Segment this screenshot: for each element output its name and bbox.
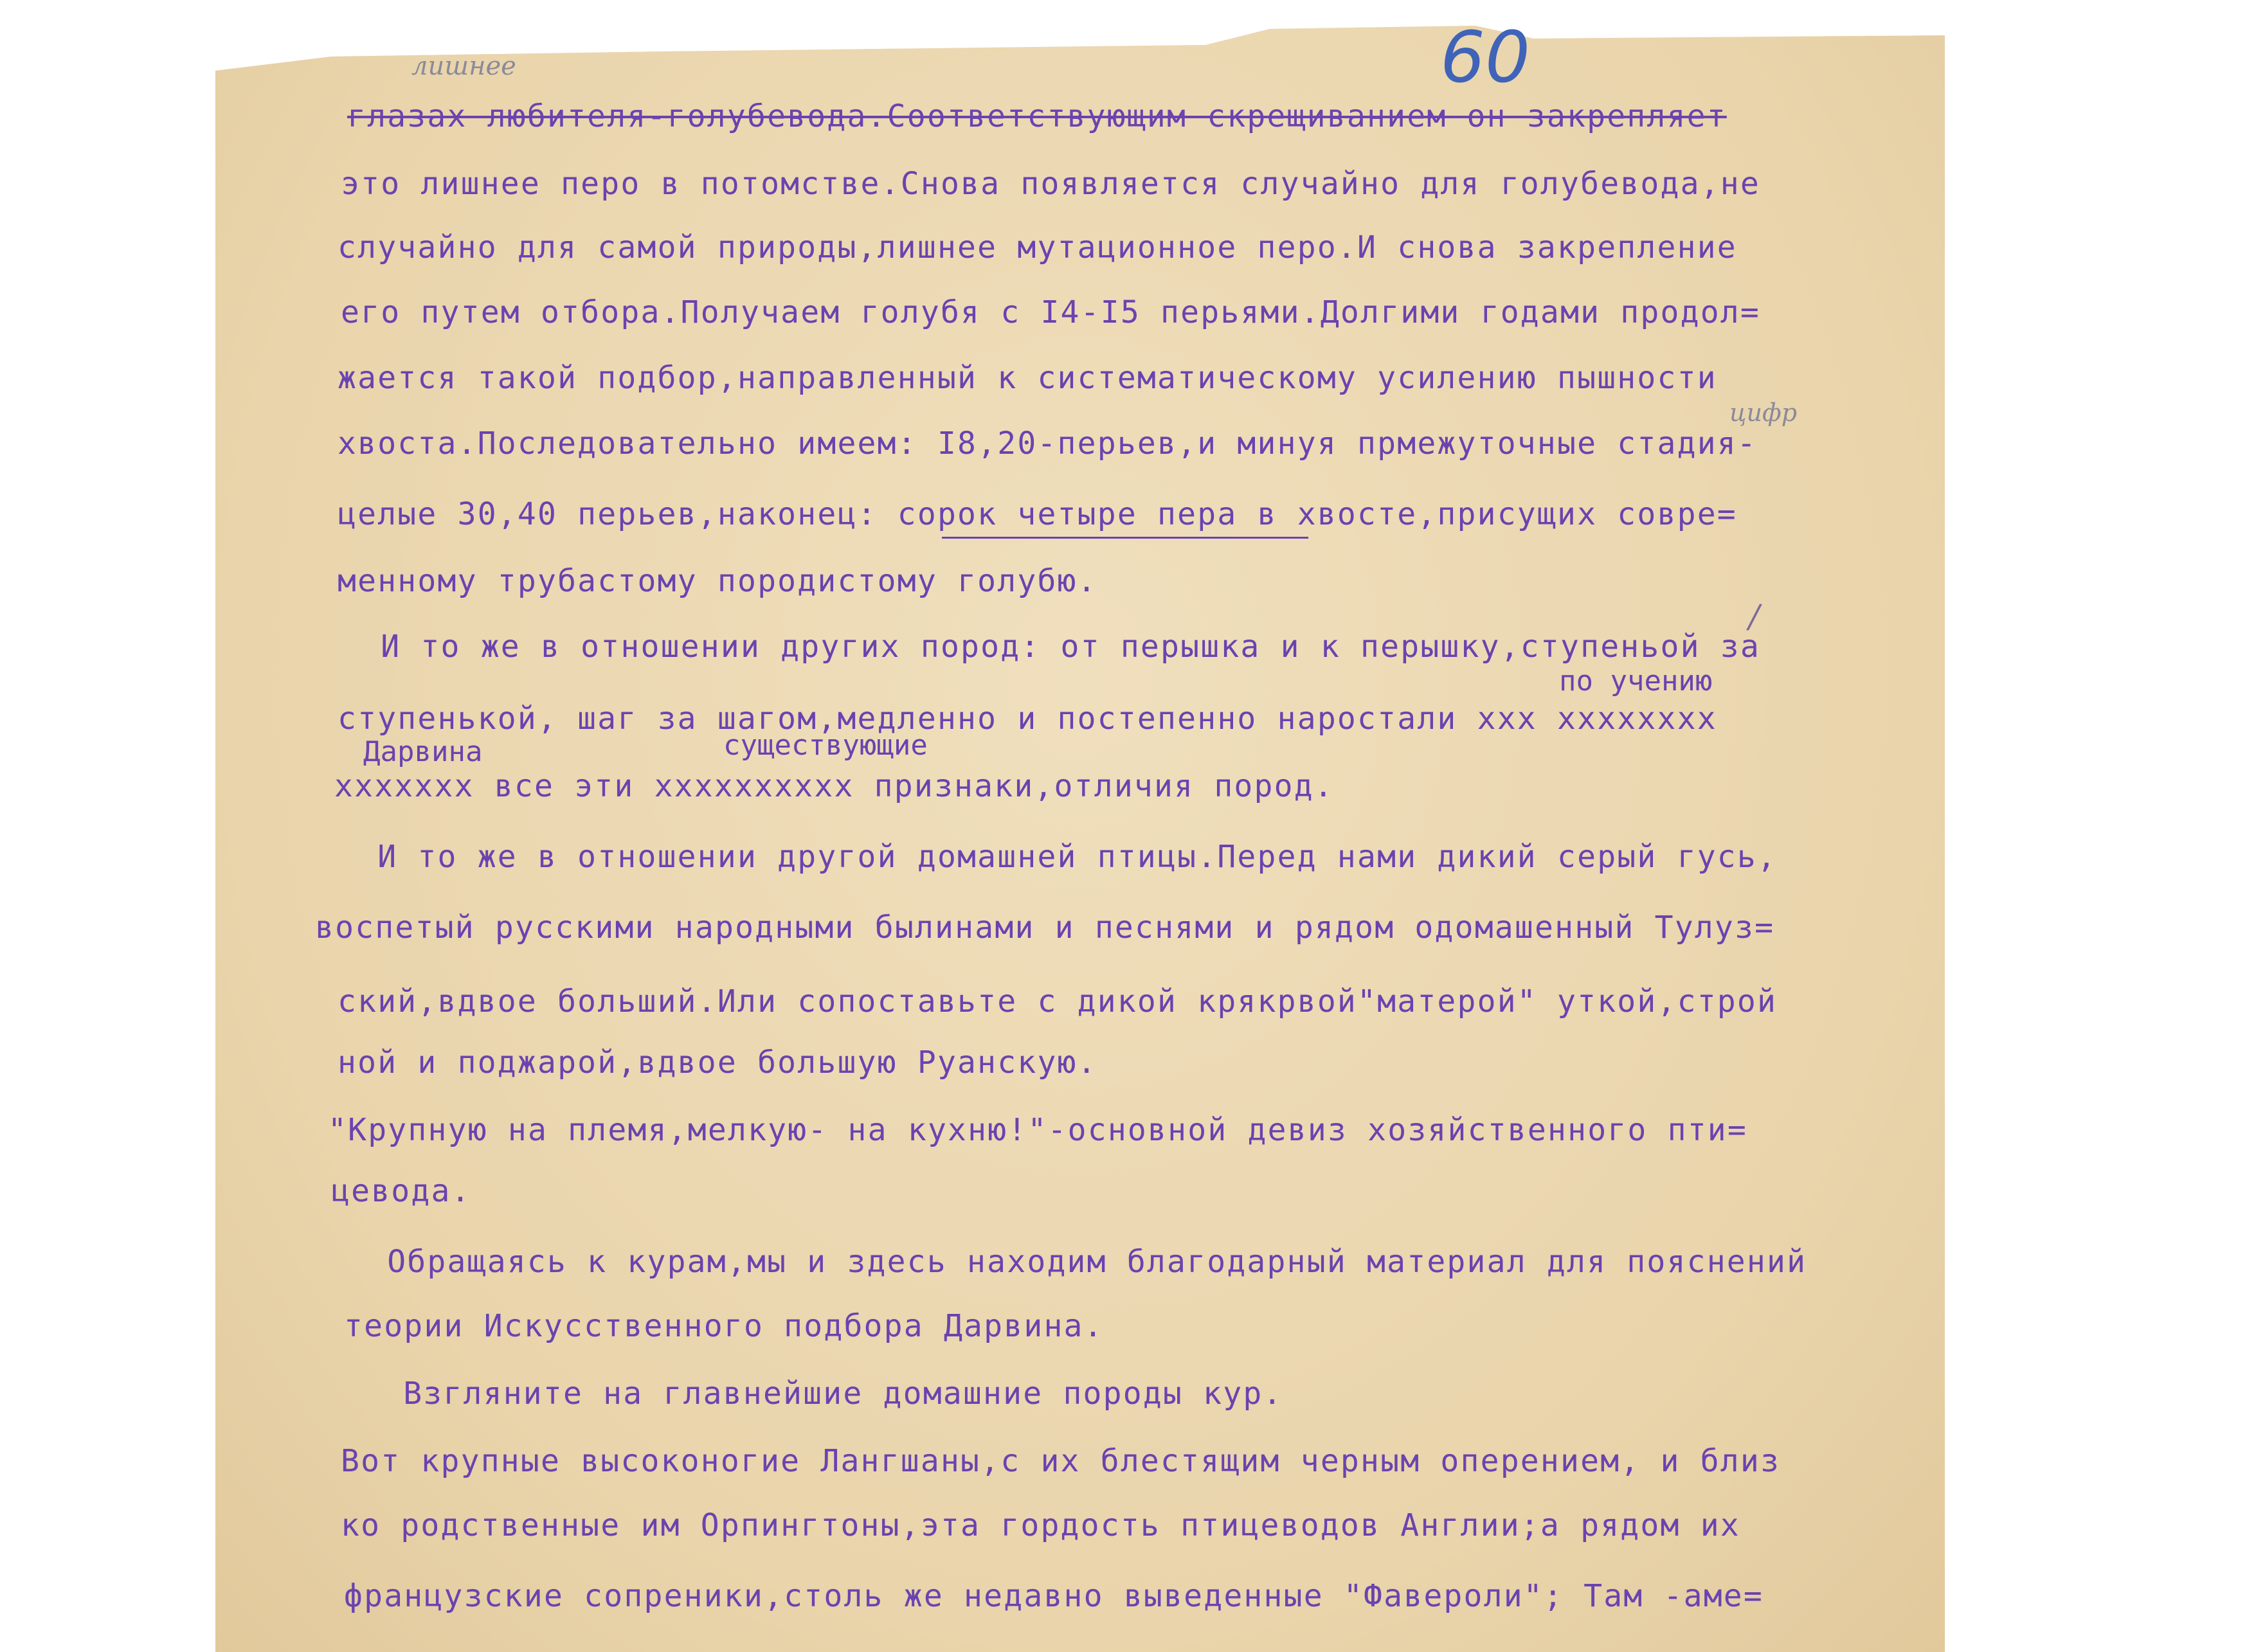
text-line-21: Вот крупные высоконогие Лангшаны,с их блестящим черным оперением, и близ [341,1443,1781,1479]
folio-number: 60 [1440,16,1530,98]
text-line-19: теории Искусственного подбора Дарвина. [344,1308,1104,1344]
text-line-5: жается такой подбор,направленный к систематическому усилению пышности [338,360,1717,396]
text-line-4: его путем отбора.Получаем голубя с I4-I5 перьями.Долгими годами продол= [341,294,1760,330]
text-line-23: французские сопреники,столь же недавно выведенные "Фавероли"; Там -аме= [344,1578,1764,1614]
margin-mark-1: / [1749,598,1760,635]
text-line-7: целые 30,40 перьев,наконец: сорок четыре пера в хвосте,присущих совре= [338,496,1737,532]
text-line-1: глазах любителя-голубевода.Соответствующим скрещиванием он закрепляет [347,98,1727,134]
text-line-17: цевода. [331,1173,471,1209]
text-line-10: ступенькой, шаг за шагом,медленно и постепенно наростали ххх хххххххх [338,701,1717,737]
text-line-11: ххххххх все эти хххххххххх признаки,отличия пород. [334,768,1334,804]
text-line-18: Обращаясь к курам,мы и здесь находим благодарный материал для пояснений [347,1244,1807,1280]
text-line-15: ной и поджарой,вдвое большую Руанскую. [338,1045,1097,1081]
pencil-note-margin: цифр [1729,399,1798,427]
insert-po-ucheniyu: по учению [1559,665,1713,697]
text-line-16: "Крупную на племя,мелкую- на кухню!"-основной девиз хозяйственного пти= [328,1112,1747,1148]
text-line-9: И то же в отношении других пород: от перышка и к перышку,ступеньой за [341,629,1760,665]
text-line-14: ский,вдвое больший.Или сопоставьте с дикой крякрвой"матерой" уткой,строй [338,983,1778,1019]
text-line-3: случайно для самой природы,лишнее мутационное перо.И снова закрепление [338,229,1737,265]
text-line-6: хвоста.Последовательно имеем: I8,20-перьев,и минуя прмежуточные стадия- [338,426,1757,462]
text-line-20: Взгляните на главнейшие домашние породы кур. [363,1376,1283,1412]
pencil-note-top: лишнее [411,51,516,81]
insert-sushchestvuyushchie: существующие [723,729,928,762]
text-line-12: И то же в отношении другой домашней птицы.Перед нами дикий серый гусь, [338,839,1778,875]
text-line-2: это лишнее перо в потомстве.Снова появляется случайно для голубевода,не [341,166,1760,202]
text-line-13: воспетый русскими народными былинами и песнями и рядом одомашенный Тулуз= [315,910,1775,946]
underline-sorok [942,537,1308,539]
insert-darvina: Дарвина [363,735,483,768]
text-line-8: менному трубастому породистому голубю. [338,563,1097,599]
text-line-22: ко родственные им Орпингтоны,эта гордость птицеводов Англии;а рядом их [341,1507,1740,1543]
